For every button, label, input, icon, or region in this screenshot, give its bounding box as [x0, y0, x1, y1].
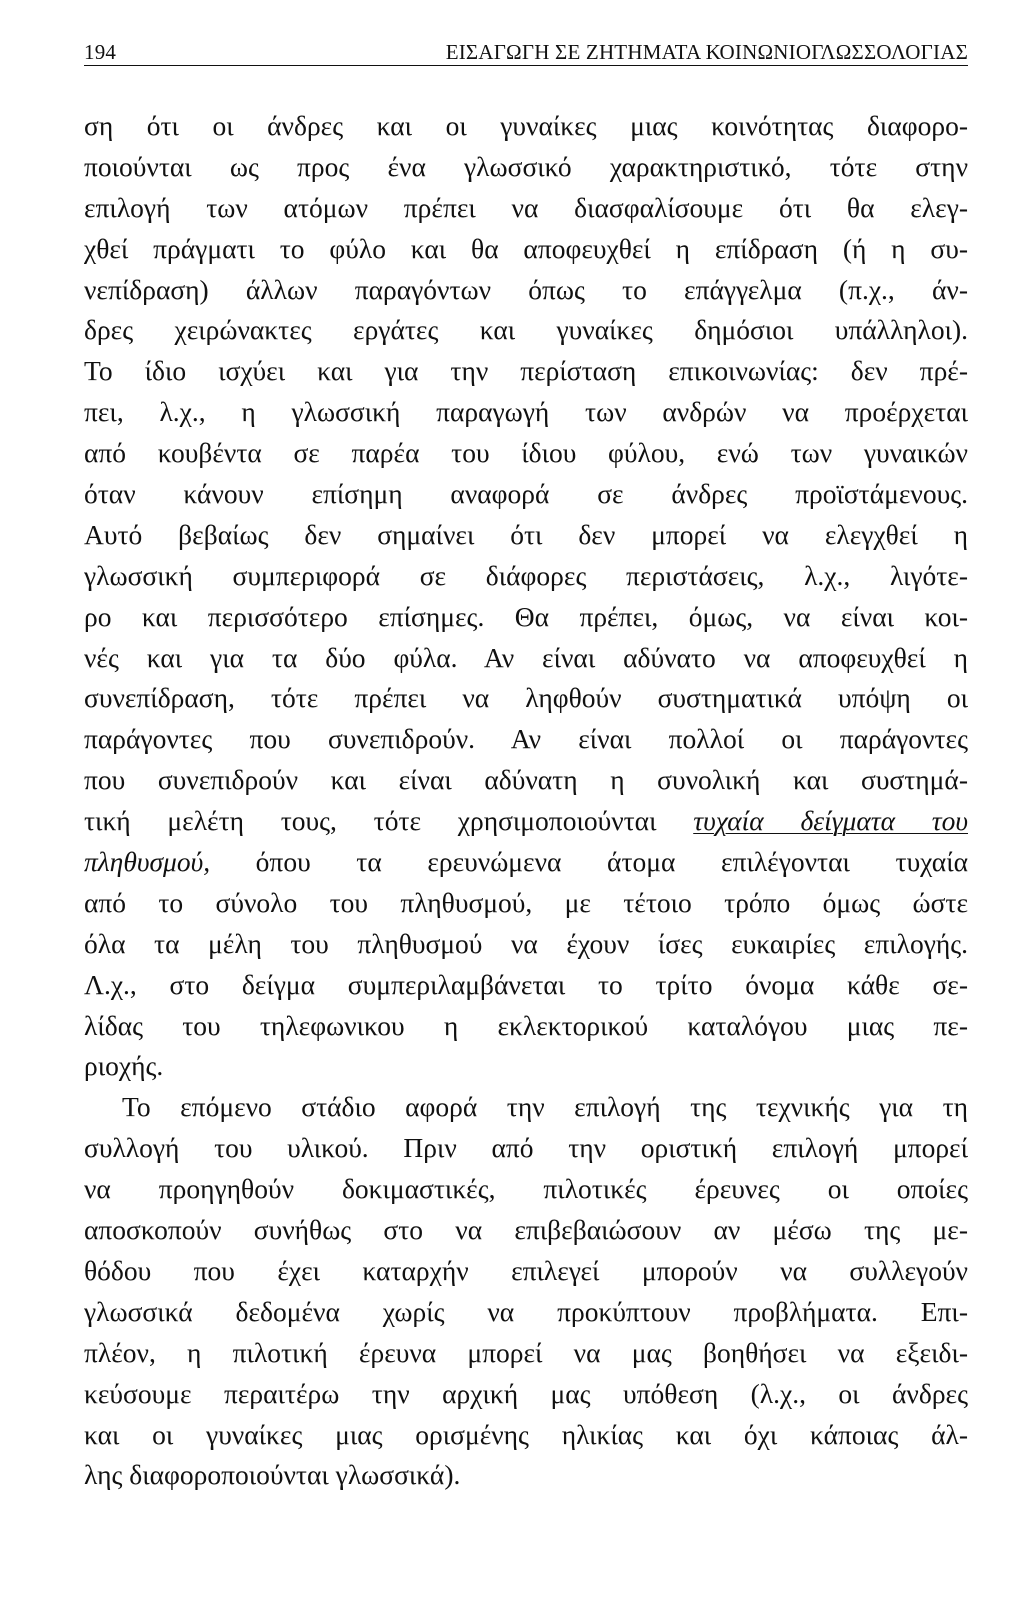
text-line: νεπίδραση) άλλων παραγόντων όπως το επάγγελμα (π.χ., άν-: [84, 273, 968, 305]
text-line: ρο και περισσότερο επίσημες. Θα πρέπει, όμως, να είναι κοι-: [84, 600, 968, 632]
text-line: [84, 801, 968, 842]
text-line: συνεπίδραση, τότε πρέπει να ληφθούν συστηματικά υπόψη οι: [84, 682, 968, 714]
text-line: επιλογή των ατόμων πρέπει να διασφαλίσουμε ότι θα ελεγ-: [84, 191, 968, 223]
text-line: από το σύνολο του πληθυσμού, με τέτοιο τρόπο όμως ώστε: [84, 886, 968, 918]
body-text: [84, 106, 968, 1496]
text-line: γλωσσικά δεδομένα χωρίς να προκύπτουν προβλήματα. Επι-: [84, 1295, 968, 1327]
text-line: αποσκοπούν συνήθως στο να επιβεβαιώσουν αν μέσω της με-: [84, 1214, 968, 1246]
text-line: πει, λ.χ., η γλωσσική παραγωγή των ανδρών να προέρχεται: [84, 396, 968, 428]
italic-term: πληθυσμού,: [84, 846, 211, 878]
text-line: όταν κάνουν επίσημη αναφορά σε άνδρες προϊστάμενους.: [84, 478, 968, 510]
text-line: δρες χειρώνακτες εργάτες και γυναίκες δημόσιοι υπάλληλοι).: [84, 314, 968, 346]
text-line: νές και για τα δύο φύλα. Αν είναι αδύνατο να αποφευχθεί η: [84, 641, 968, 673]
book-page: [84, 40, 968, 1496]
text-line: Λ.χ., στο δείγμα συμπεριλαμβάνεται το τρίτο όνομα κάθε σε-: [84, 968, 968, 1000]
text-line: να προηγηθούν δοκιμαστικές, πιλοτικές έρευνες οι οποίες: [84, 1173, 968, 1205]
text-line: ποιούνται ως προς ένα γλωσσικό χαρακτηριστικό, τότε στην: [84, 150, 968, 182]
text-line: [84, 842, 968, 883]
running-header: [84, 40, 968, 66]
text-line: που συνεπιδρούν και είναι αδύνατη η συνολική και συστημά-: [84, 764, 968, 796]
text-line: και οι γυναίκες μιας ορισμένης ηλικίας και όχι κάποιας άλ-: [84, 1418, 968, 1450]
text-line: γλωσσική συμπεριφορά σε διάφορες περιστάσεις, λ.χ., λιγότε-: [84, 559, 968, 591]
text-line: θόδου που έχει καταρχήν επιλεγεί μπορούν να συλλεγούν: [84, 1254, 968, 1286]
text-line: Το ίδιο ισχύει και για την περίσταση επικοινωνίας: δεν πρέ-: [84, 355, 968, 387]
text-line: χθεί πράγματι το φύλο και θα αποφευχθεί η επίδραση (ή η συ-: [84, 232, 968, 264]
text-line: Το επόμενο στάδιο αφορά την επιλογή της τεχνικής για τη: [122, 1091, 968, 1123]
text-line: Αυτό βεβαίως δεν σημαίνει ότι δεν μπορεί να ελεγχθεί η: [84, 518, 968, 550]
text-line: ριοχής.: [84, 1050, 164, 1082]
text-line: πλέον, η πιλοτική έρευνα μπορεί να μας βοηθήσει να εξειδι-: [84, 1336, 968, 1368]
text-line-prefix: τική μελέτη τους, τότε χρησιμοποιούνται: [84, 805, 694, 837]
text-line: όλα τα μέλη του πληθυσμού να έχουν ίσες ευκαιρίες επιλογής.: [84, 927, 968, 959]
text-line: ση ότι οι άνδρες και οι γυναίκες μιας κοινότητας διαφορο-: [84, 110, 968, 141]
italic-term: τυχαία δείγματα του: [693, 805, 968, 837]
text-line: λίδας του τηλεφωνικου η εκλεκτορικού καταλόγου μιας πε-: [84, 1009, 968, 1041]
text-line: από κουβέντα σε παρέα του ίδιου φύλου, ενώ των γυναικών: [84, 437, 968, 469]
text-line-suffix: όπου τα ερευνώμενα άτομα επιλέγονται τυχαία: [210, 846, 968, 878]
text-line: παράγοντες που συνεπιδρούν. Αν είναι πολλοί οι παράγοντες: [84, 723, 968, 755]
text-line: λης διαφοροποιούνται γλωσσικά).: [84, 1459, 461, 1491]
text-line: συλλογή του υλικού. Πριν από την οριστική επιλογή μπορεί: [84, 1132, 968, 1164]
text-line: κεύσουμε περαιτέρω την αρχική μας υπόθεση (λ.χ., οι άνδρες: [84, 1377, 968, 1409]
page-number: 194: [84, 40, 117, 64]
running-title: ΕΙΣΑΓΩΓΗ ΣΕ ΖΗΤΗΜΑΤΑ ΚΟΙΝΩΝΙΟΓΛΩΣΣΟΛΟΓΙΑΣ: [445, 40, 968, 64]
